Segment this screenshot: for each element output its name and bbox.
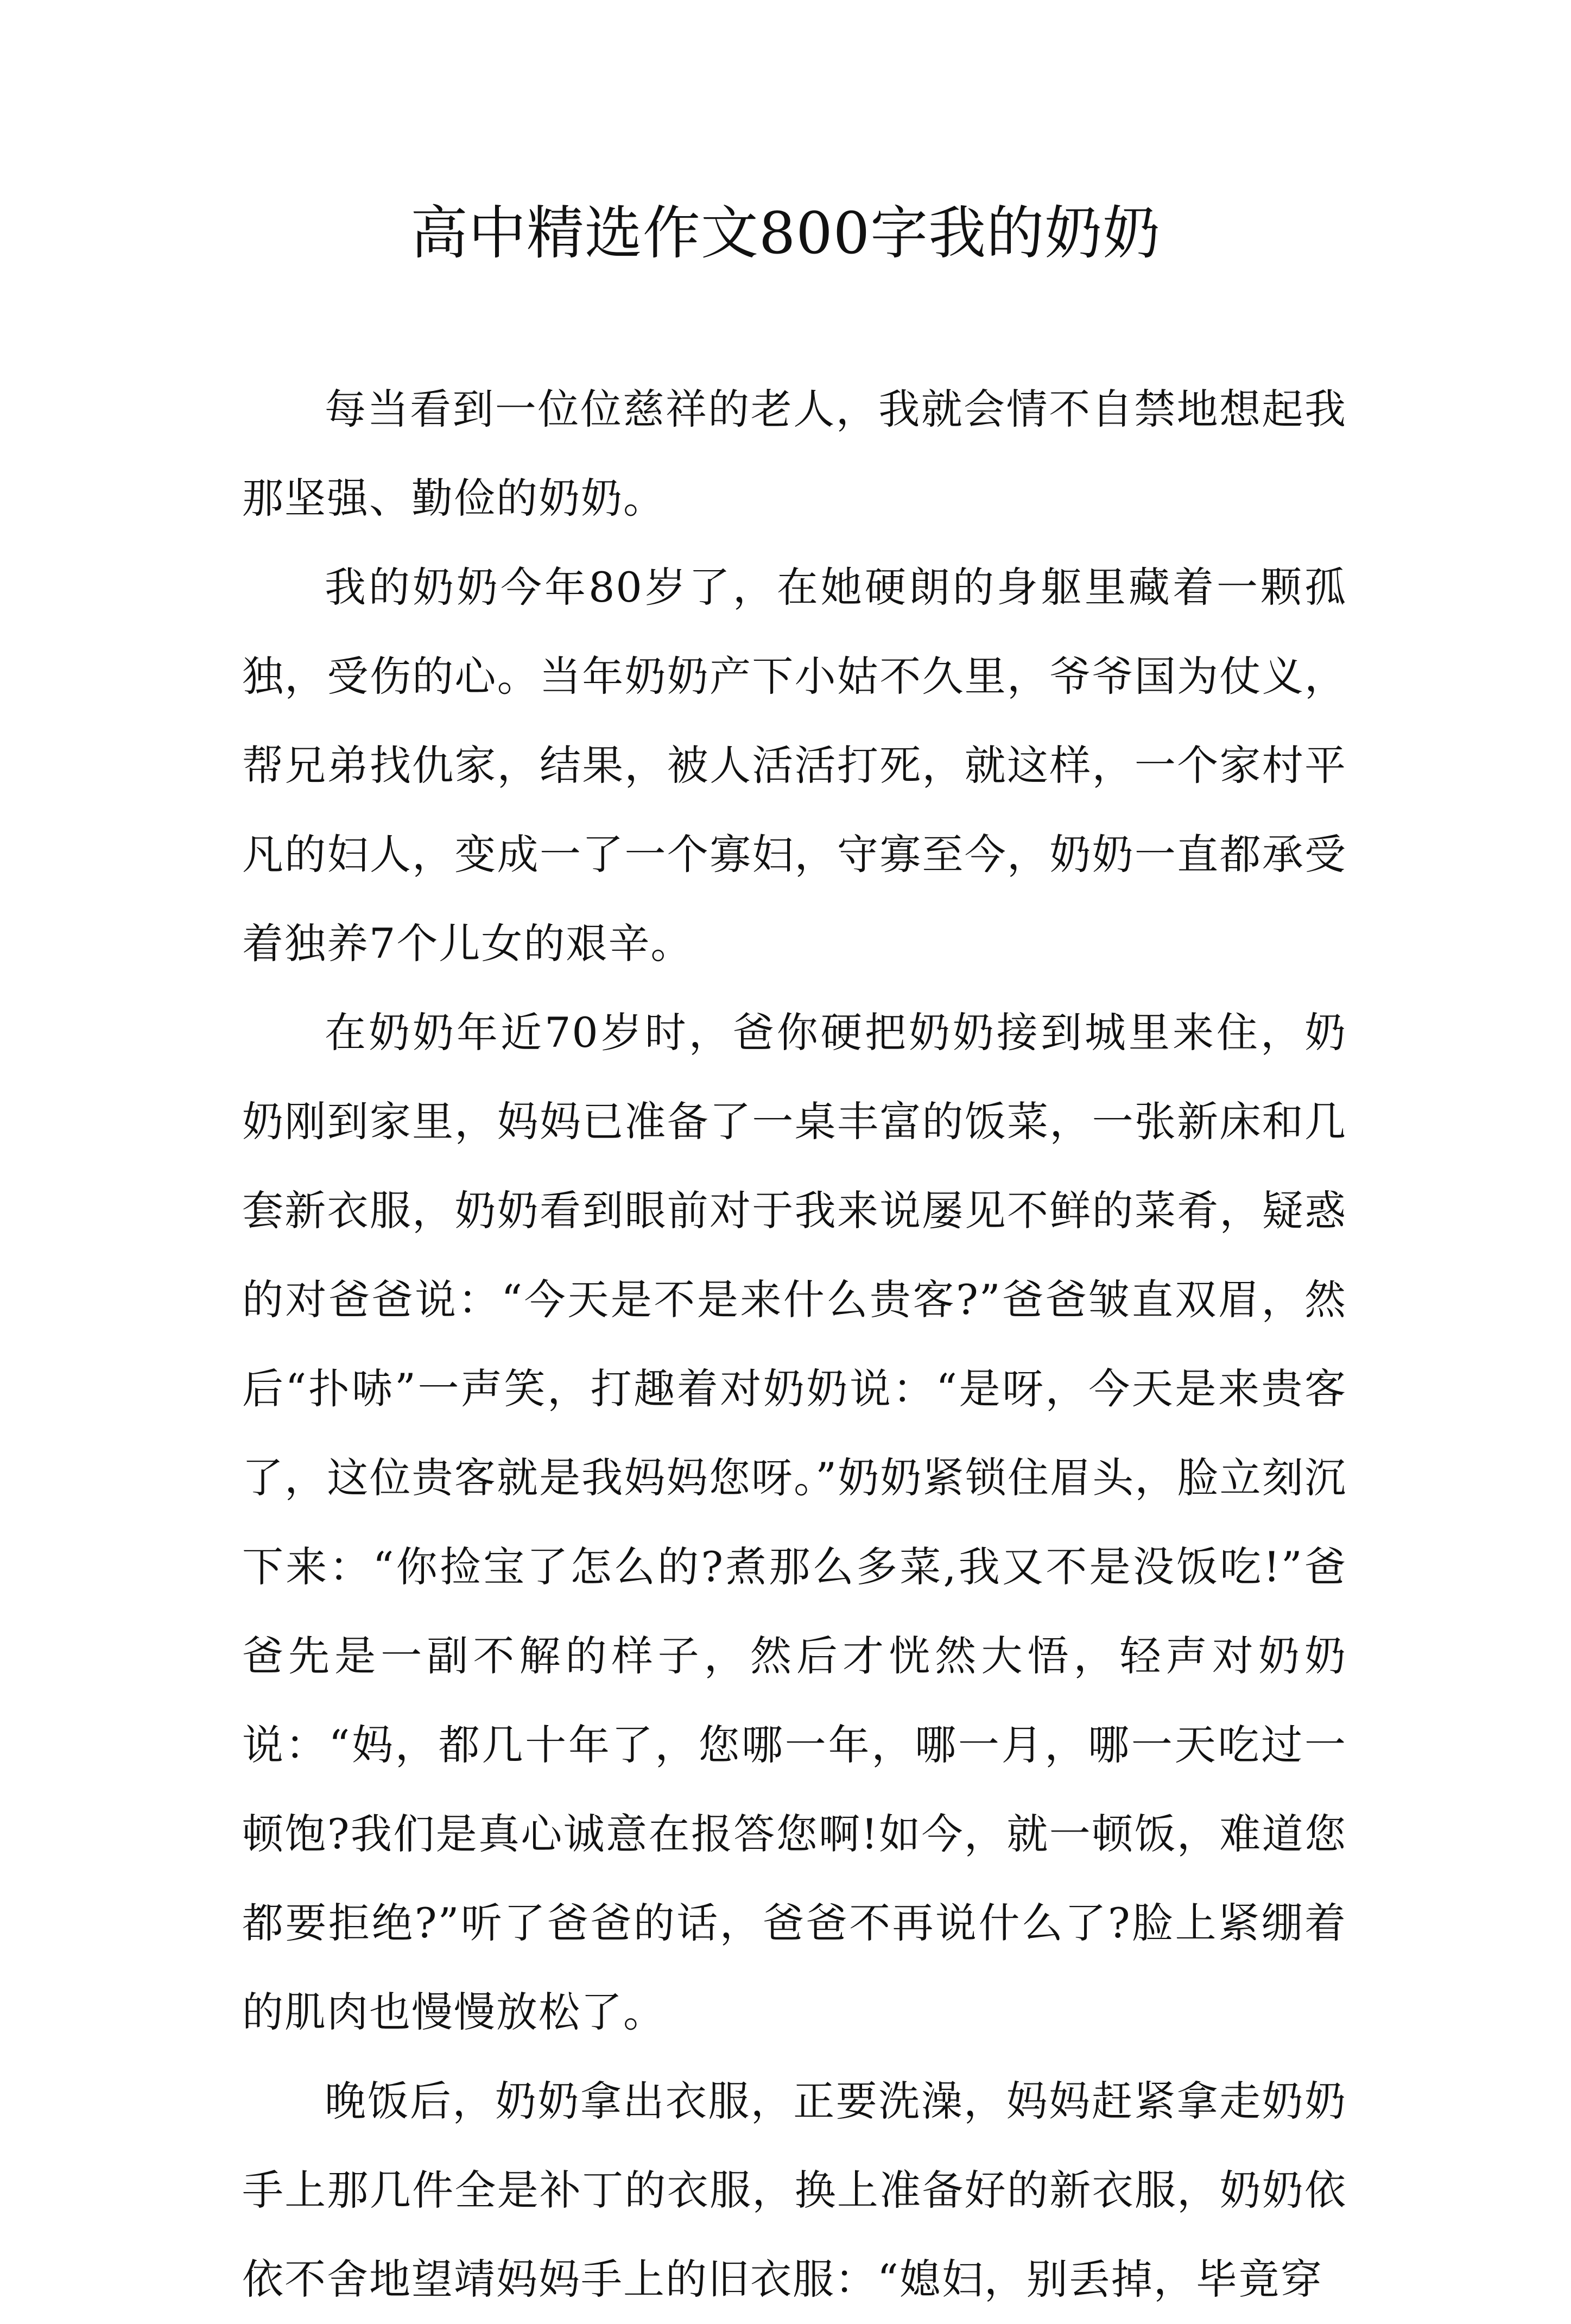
paragraph-4: 晚饭后，奶奶拿出衣服，正要洗澡，妈妈赶紧拿走奶奶手上那几件全是补丁的衣服，换上准备好的新衣服，奶奶依依不舍地望靖妈妈手上的旧衣服：“媳妇，别丢掉，毕竟穿 bbox=[242, 2077, 1347, 2303]
paragraph-3: 在奶奶年近70岁时，爸你硬把奶奶接到城里来住，奶奶刚到家里，妈妈已准备了一桌丰富的饭菜，一张新床和几套新衣服，奶奶看到眼前对于我来说屡见不鲜的菜肴，疑惑的对爸爸说：“今天是不是来什么贵客?”爸爸皱直双眉，然后“扑哧”一声笑，打趣着对奶奶说：“是呀，今天是来贵客了，这位贵客就是我妈妈您呀。”奶奶紧锁住眉头，脸立刻沉下来：“你捡宝了怎么的?煮那么多菜,我又不是没饭吃!”爸爸先是一副不解的样子，然后才恍然大悟，轻声对奶奶说：“妈，都几十年了，您哪一年，哪一月，哪一天吃过一顿饱?我们是真心诚意在报答您啊!如今，就一顿饭，难道您都要拒绝?”听了爸爸的话，爸爸不再说什么了?脸上紧绷着的肌肉也慢慢放松了。 bbox=[242, 1008, 1347, 2036]
paragraph-2: 我的奶奶今年80岁了，在她硬朗的身躯里藏着一颗孤独，受伤的心。当年奶奶产下小姑不久里，爷爷国为仗义，帮兄弟找仇家，结果，被人活活打死，就这样，一个家村平凡的妇人，变成一了一个寡妇，守寡至今，奶奶一直都承受着独养7个儿女的艰辛。 bbox=[242, 563, 1347, 968]
paragraph-1: 每当看到一位位慈祥的老人，我就会情不自禁地想起我那坚强、勤俭的奶奶。 bbox=[242, 385, 1347, 522]
document-title: 高中精选作文800字我的奶奶 bbox=[410, 200, 1161, 267]
document-body bbox=[242, 365, 1347, 2324]
